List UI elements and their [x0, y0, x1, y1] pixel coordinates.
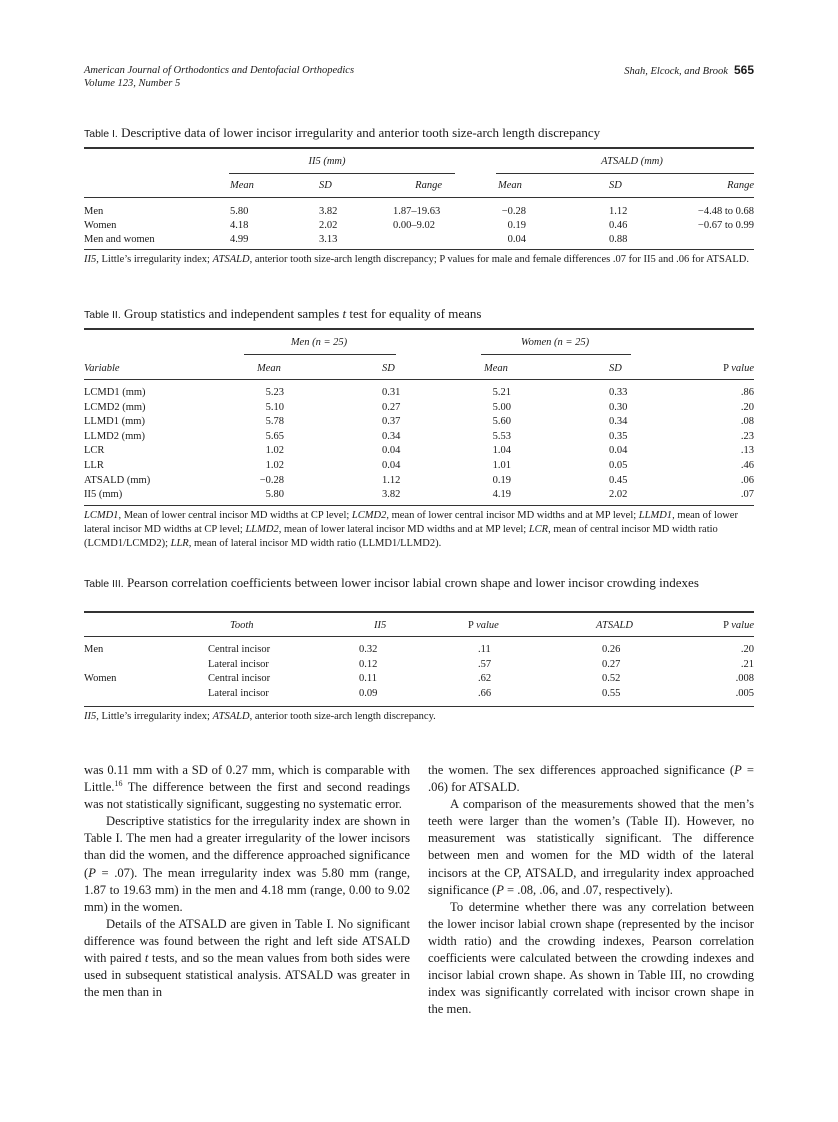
- col-header: P value: [723, 363, 754, 374]
- col-header: ATSALD: [596, 620, 633, 631]
- footnote-text: , mean of lateral incisor MD width ratio (LLMD1/LLMD2).: [188, 538, 442, 549]
- group-header: Men (n = 25): [290, 337, 348, 348]
- group-rule: [496, 173, 754, 174]
- body-column-left: [84, 762, 410, 1001]
- abbr: LLR: [170, 538, 189, 549]
- cell: 0.27: [602, 658, 621, 670]
- col-header: Variable: [84, 363, 120, 374]
- cell: −4.48 to 0.68: [697, 206, 754, 217]
- table-1-label: Table I.: [84, 128, 118, 140]
- row-label: LCR: [84, 445, 105, 457]
- cell: 5.53: [492, 430, 511, 442]
- paragraph: To determine whether there was any correlation between the lower incisor labial crown shape (represented by the incisor width ratio) and the crowding indexes, Pearson correlation coefficients were calculated between the crowding indexes and incisor labial crown shape. As shown in Table III, no crowding index was significantly correlated with incisor crown shape in the men.: [428, 899, 754, 1017]
- text: P: [88, 865, 96, 880]
- col-header: Range: [415, 180, 442, 191]
- cell: 4.19: [492, 489, 511, 501]
- running-head-left: [84, 64, 354, 90]
- row-label: LCMD2 (mm): [84, 401, 146, 413]
- table-3-caption: [84, 576, 724, 591]
- table-2-title: Group statistics and independent samples: [124, 306, 343, 321]
- text: = .08, .06, and .07, respectively).: [503, 882, 673, 897]
- cell: 0.19: [507, 220, 526, 231]
- footnote-text: , Little’s irregularity index;: [96, 711, 213, 722]
- row-label: Men: [84, 206, 104, 217]
- abbr: II5: [84, 711, 97, 722]
- cell: 0.12: [359, 658, 378, 670]
- cell: 5.23: [265, 387, 284, 398]
- cell: 1.12: [609, 206, 628, 217]
- table-rule: [84, 379, 754, 380]
- abbr: LLMD1: [638, 510, 673, 521]
- cell: 5.80: [265, 489, 284, 501]
- cell: 0.04: [609, 445, 628, 457]
- running-head-right: [624, 64, 754, 78]
- cell: .13: [740, 445, 754, 457]
- cell: 3.82: [382, 489, 401, 501]
- cell: .06: [740, 474, 754, 486]
- table-1-title: Descriptive data of lower incisor irregularity and anterior tooth size-arch length discrepancy: [121, 125, 601, 140]
- authors: Shah, Elcock, and Brook: [624, 66, 728, 77]
- col-header: SD: [382, 363, 395, 374]
- cell: 5.21: [492, 387, 511, 398]
- col-header: Tooth: [230, 620, 254, 631]
- cell: .08: [740, 416, 754, 428]
- text: A comparison of the measurements showed that the men’s teeth were larger than the women’s (Table II). However, no measurement was statistically significant. The difference between men and women for the MD width of the lateral incisors at the CP, ATSALD, and irregularity index approached significance (: [428, 797, 754, 897]
- text: tests, and so the mean values from both sides were used in subsequent statistical analysis. ATSALD was greater in the men than in: [84, 951, 410, 1000]
- table-rule: [84, 197, 754, 198]
- text: = .06) for ATSALD.: [428, 763, 754, 795]
- col-header: P value: [468, 620, 499, 631]
- col-header: Range: [727, 180, 754, 191]
- cell: 0.33: [609, 387, 628, 398]
- cell: 0.09: [359, 687, 378, 699]
- cell: 0.34: [382, 430, 401, 442]
- cell: 0.27: [382, 401, 401, 413]
- cell: .23: [740, 430, 754, 442]
- group-header: II5 (mm): [308, 156, 346, 167]
- cell: 5.78: [265, 416, 284, 428]
- cell: 2.02: [609, 489, 628, 501]
- cell: 0.04: [382, 460, 401, 471]
- text: Details of the ATSALD are given in Table I. No significant difference was found between the right and left side ATSALD with paired: [84, 916, 410, 966]
- cell: 0.31: [382, 387, 401, 398]
- paragraph: [84, 916, 410, 1001]
- row-label: LCMD1 (mm): [84, 387, 146, 398]
- col-header: SD: [609, 180, 622, 191]
- cell: 4.18: [230, 220, 249, 231]
- paragraph: [84, 762, 410, 813]
- row-label: Men and women: [84, 234, 155, 245]
- group-rule: [244, 354, 396, 355]
- row-tooth: Central incisor: [208, 673, 271, 685]
- col-header: P value: [723, 620, 754, 631]
- footnote-text: , anterior tooth size-arch length discrepancy; P values for male and female differences .07 for II5 and .06 for ATSALD.: [249, 254, 750, 265]
- text: Descriptive statistics for the irregularity index are shown in Table I. The men had a greater irregularity of the lower incisors than did the women, and the difference approached significance (: [84, 814, 410, 880]
- row-tooth: Central incisor: [208, 644, 271, 655]
- abbr: LCMD2: [351, 510, 387, 521]
- footnote-text: , Mean of lower central incisor MD widths at CP level;: [118, 510, 352, 521]
- col-header: Mean: [230, 180, 254, 191]
- cell: .07: [740, 489, 754, 501]
- abbr: LCR: [528, 524, 549, 535]
- table-2-caption: [84, 307, 754, 322]
- cell: .21: [740, 658, 754, 670]
- row-tooth: Lateral incisor: [208, 658, 269, 670]
- table-rule: [84, 147, 754, 149]
- abbr: II5: [84, 254, 97, 265]
- group-rule: [229, 173, 455, 174]
- page-number: 565: [733, 63, 754, 77]
- row-label: LLMD1 (mm): [84, 416, 145, 428]
- cell: 5.60: [492, 416, 511, 428]
- cell: 0.55: [602, 687, 621, 699]
- footnote-text: , Little’s irregularity index;: [96, 254, 213, 265]
- col-header: Mean: [498, 180, 522, 191]
- group-header: ATSALD (mm): [601, 156, 663, 167]
- table-2-title-t: t: [342, 306, 347, 321]
- table-rule: [84, 706, 754, 707]
- cell: .20: [740, 401, 754, 413]
- journal-title: American Journal of Orthodontics and Dentofacial Orthopedics: [84, 65, 355, 76]
- table-1-footnote: [84, 253, 754, 267]
- table-1-caption: [84, 126, 754, 141]
- footnote-text: , mean of lower lateral incisor MD widths and at MP level;: [278, 524, 529, 535]
- cell: 1.02: [265, 460, 284, 471]
- paragraph: [84, 813, 410, 916]
- paragraph: [428, 762, 754, 796]
- journal-volume: Volume 123, Number 5: [84, 78, 181, 89]
- table-rule: [84, 328, 754, 330]
- cell: 1.02: [265, 445, 284, 457]
- cell: .005: [735, 687, 754, 699]
- cell: 0.52: [602, 673, 621, 685]
- table-3-label: Table III.: [84, 578, 124, 590]
- cell: 0.00–9.02: [393, 220, 435, 231]
- cell: .57: [478, 658, 492, 670]
- abbr: LCMD1: [84, 510, 119, 521]
- row-label: LLMD2 (mm): [84, 430, 145, 442]
- cell: 0.88: [609, 234, 628, 245]
- cell: 1.04: [492, 445, 511, 457]
- cell: .008: [735, 673, 754, 685]
- table-2-footnote: [84, 509, 754, 551]
- cell: .11: [478, 644, 491, 655]
- cell: .20: [740, 644, 754, 655]
- cell: 0.45: [609, 474, 628, 486]
- row-group: Women: [84, 673, 117, 685]
- cell: −0.67 to 0.99: [697, 220, 754, 231]
- cell: 2.02: [319, 220, 338, 231]
- cell: 1.01: [492, 460, 511, 471]
- table-rule: [84, 249, 754, 250]
- cell: 5.10: [265, 401, 284, 413]
- row-label: ATSALD (mm): [84, 474, 151, 486]
- cell: .62: [478, 673, 492, 685]
- cell: 0.34: [609, 416, 628, 428]
- row-tooth: Lateral incisor: [208, 687, 269, 699]
- cell: .46: [740, 460, 754, 471]
- text: t: [144, 951, 149, 966]
- cell: .86: [740, 387, 754, 398]
- cell: 0.04: [507, 234, 526, 245]
- cell: 3.13: [319, 234, 338, 245]
- group-header: Women (n = 25): [520, 337, 590, 348]
- row-label: II5 (mm): [84, 489, 123, 501]
- col-header: II5: [374, 620, 387, 631]
- cell: 5.80: [230, 206, 249, 217]
- cell: 0.19: [492, 474, 511, 486]
- col-header: SD: [319, 180, 332, 191]
- row-label: Women: [84, 220, 117, 231]
- paragraph: [428, 796, 754, 899]
- table-3-title: Pearson correlation coefficients between lower incisor labial crown shape and lower incisor crowding indexes: [126, 575, 699, 590]
- abbr: ATSALD: [212, 711, 250, 722]
- cell: 1.87–19.63: [393, 206, 441, 217]
- cell: 0.32: [359, 644, 378, 655]
- col-header: Mean: [257, 363, 281, 374]
- row-label: LLR: [84, 460, 104, 471]
- col-header: SD: [609, 363, 622, 374]
- footnote-text: , mean of central incisor MD width ratio (LCMD1/LCMD2);: [84, 524, 718, 549]
- cell: −0.28: [259, 474, 284, 486]
- text: P: [496, 882, 504, 897]
- cell: −0.28: [501, 206, 526, 217]
- cell: 5.65: [265, 430, 284, 442]
- cell: 0.04: [382, 445, 401, 457]
- text: P: [734, 763, 742, 777]
- cell: 5.00: [492, 401, 511, 413]
- cell: 3.82: [319, 206, 338, 217]
- cell: .66: [478, 687, 492, 699]
- cell: 0.30: [609, 401, 628, 413]
- cell: 0.11: [359, 673, 377, 685]
- text: = .07). The mean irregularity index was 5.80 mm (range, 1.87 to 19.63 mm) in the men and 4.18 mm (range, 0.00 to 9.02 mm) in the women.: [84, 865, 410, 914]
- cell: 0.35: [609, 430, 628, 442]
- reference-superscript: 16: [114, 778, 123, 788]
- text: the women. The sex differences approached significance (: [428, 763, 735, 777]
- body-column-right: [428, 762, 754, 1018]
- footnote-text: , mean of lower lateral incisor MD widths at CP level;: [84, 510, 738, 535]
- table-rule: [84, 636, 754, 637]
- table-rule: [84, 505, 754, 506]
- row-group: Men: [84, 644, 104, 655]
- abbr: ATSALD: [212, 254, 250, 265]
- table-2-label: Table II.: [84, 309, 121, 321]
- col-header: Mean: [484, 363, 508, 374]
- cell: 0.37: [382, 416, 401, 428]
- text: The difference between the first and second readings was not statistically significant, suggesting no systematic error.: [84, 780, 410, 812]
- cell: 4.99: [230, 234, 249, 245]
- footnote-text: , anterior tooth size-arch length discrepancy.: [249, 711, 436, 722]
- abbr: LLMD2: [245, 524, 279, 535]
- cell: 0.26: [602, 644, 621, 655]
- table-3-footnote: [84, 710, 754, 724]
- footnote-text: , mean of lower central incisor MD widths and at MP level;: [386, 510, 639, 521]
- cell: 0.46: [609, 220, 628, 231]
- text: was 0.11 mm with a SD of 0.27 mm, which is comparable with Little.: [84, 763, 410, 795]
- table-2-title: test for equality of means: [346, 306, 482, 321]
- cell: 1.12: [382, 474, 401, 486]
- group-rule: [481, 354, 631, 355]
- cell: 0.05: [609, 460, 628, 471]
- table-rule: [84, 611, 754, 613]
